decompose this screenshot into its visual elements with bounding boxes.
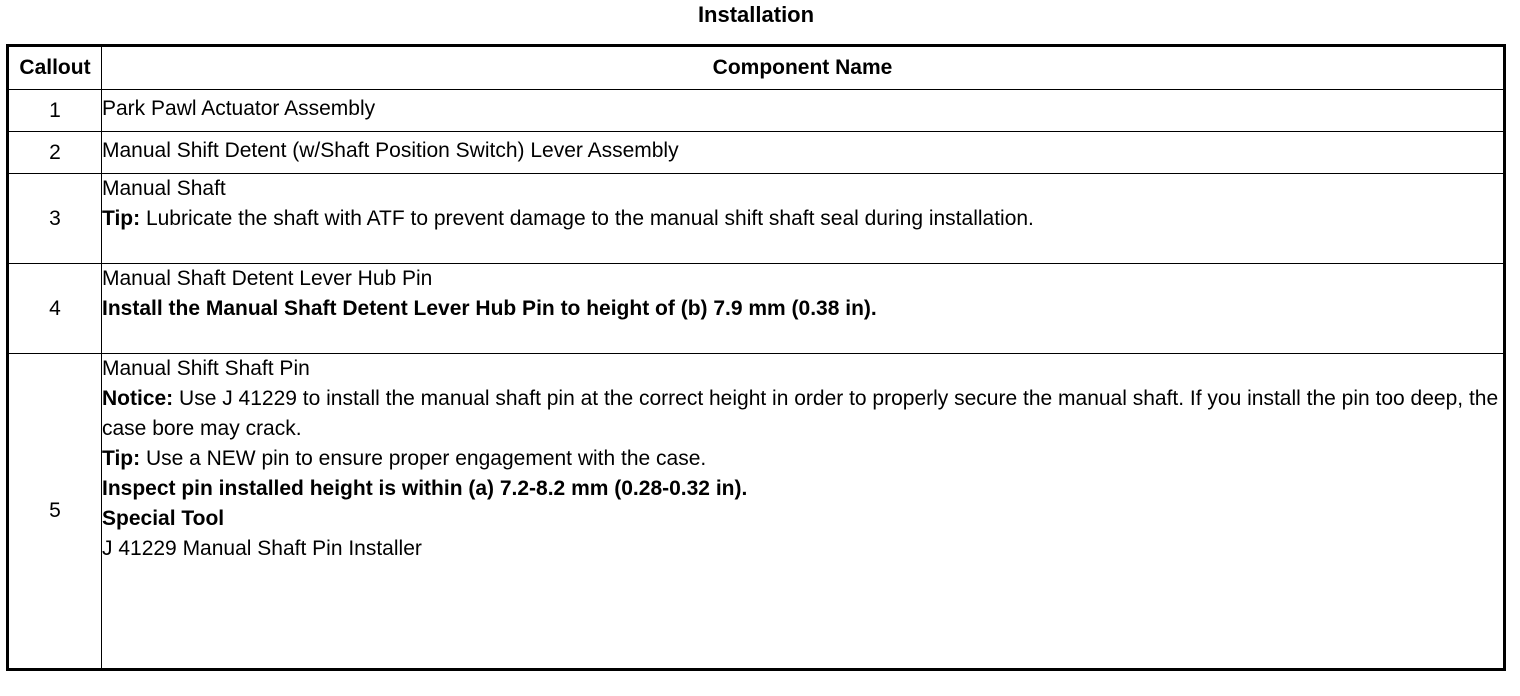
component-name-cell: Manual Shift Detent (w/Shaft Position Switch) Lever Assembly [102,132,1505,174]
instruction-text: Install the Manual Shaft Detent Lever Hub Pin to height of (b) 7.9 mm (0.38 in). [102,297,877,320]
callout-cell: 2 [8,132,102,174]
notice-text: Use J 41229 to install the manual shaft pin at the correct height in order to properly secure the manual shaft. If you install the pin too deep, the case bore may crack. [102,387,1499,440]
tip-paragraph [102,444,1503,474]
tip-label: Tip: [102,447,141,470]
tip-label: Tip: [102,207,141,230]
table-row [8,264,1505,354]
installation-table [6,44,1506,671]
component-name-cell [102,174,1505,264]
tip-text: Lubricate the shaft with ATF to prevent damage to the manual shift shaft seal during installation. [140,207,1034,230]
column-header-callout: Callout [8,46,102,90]
component-name: Manual Shaft Detent Lever Hub Pin [102,267,433,290]
instruction-text: Inspect pin installed height is within (a) 7.2-8.2 mm (0.28-0.32 in). [102,477,748,500]
callout-cell: 5 [8,354,102,670]
callout-cell: 1 [8,90,102,132]
component-name: Manual Shaft [102,177,226,200]
page-title: Installation [697,2,815,27]
component-name-cell [102,264,1505,354]
table-header-row [8,46,1505,90]
component-name-cell [102,354,1505,670]
callout-cell: 4 [8,264,102,354]
special-tool-heading: Special Tool [102,507,225,530]
callout-cell: 3 [8,174,102,264]
column-header-component-name: Component Name [102,46,1505,90]
component-name-cell: Park Pawl Actuator Assembly [102,90,1505,132]
table-row [8,174,1505,264]
table-row [8,90,1505,132]
tip-paragraph [102,204,1503,234]
notice-label: Notice: [102,387,174,410]
table-row [8,132,1505,174]
special-tool-name: J 41229 Manual Shaft Pin Installer [102,537,422,560]
tip-text: Use a NEW pin to ensure proper engagement with the case. [140,447,707,470]
table-row [8,354,1505,670]
component-name: Manual Shift Shaft Pin [102,357,310,380]
notice-paragraph [102,384,1503,444]
